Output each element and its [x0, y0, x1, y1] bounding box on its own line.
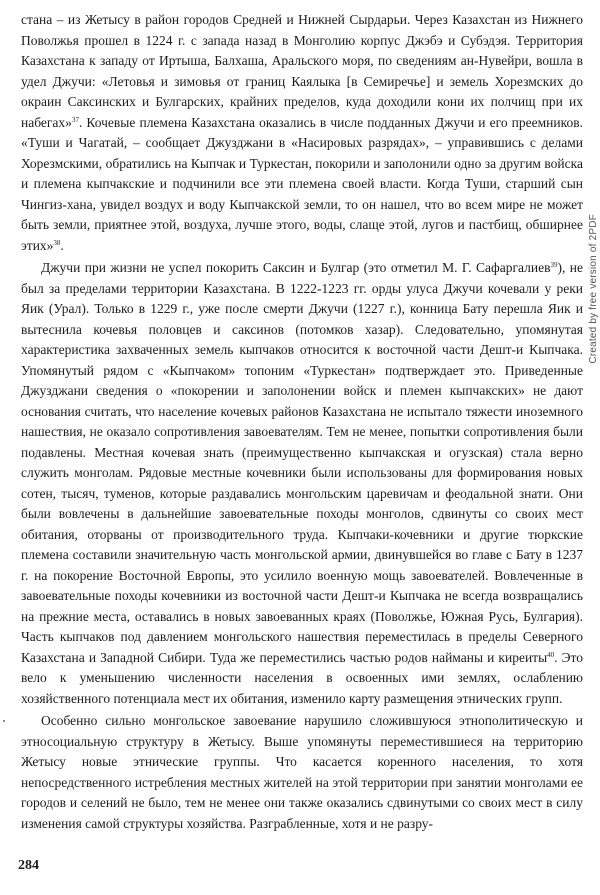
footnote-ref-40: 40	[547, 650, 555, 659]
paragraph-2-text-1: Джучи при жизни не успел покорить Саксин и Булгар (это отметил М. Г. Сафаргалиев	[41, 260, 551, 275]
paragraph-3	[21, 711, 583, 834]
paragraph-1-text-1: стана – из Жетысу в район городов Средней и Нижней Сырдарьи. Через Казахстан из Нижнего Поволжья прошел в 1224 г. с запада назад в Монголию корпус Джэбэ и Субэдэя. Территория Казахстана к западу от Иртыша, Балхаша, Аральского моря, по сведениям ан-Нувейри, вошла в удел Джучи: «Летовья и зимовья от границ Каялыка [в Семиречье] и земель Хорезмских до окраин Саксинских и Булгарских, крайних пределов, куда доходили кони их полчищ при их набегах»	[21, 12, 583, 130]
paragraph-2-text-2: ), не был за пределами территории Казахстана. В 1222-1223 гг. орды улуса Джучи кочевали у реки Яик (Урал). Только в 1229 г., уже после смерти Джучи (1227 г.), конница Бату перешла Яик и вытеснила кочевья половцев и саксинов (потомков хазар). Следовательно, упомянутая характеристика захваченных земель кыпчаков относится к восточной части Дешт-и Кыпчака. Упомянутый рядом с «Кыпчаком» топоним «Туркестан» подтверждает это. Приведенные Джузджани сведения о «покорении и заполонении войск и племен кыпчакских» не дают основания считать, что население кочевых районов Казахстана не испытало тяжести иноземного нашествия, не оказало сопротивления завоевателям. Тем не менее, попытки сопротивления были подавлены. Местная кочевая знать (преимущественно кыпчакская и огузская) стала верно служить монголам. Рядовые местные кочевники были использованы для формирования новых сотен, тысяч, туменов, которые раздавались монгольским царевичам и феодальной знати. Они были вовлечены в дальнейшие завоевательные походы монголов, сдвинуты со своих мест обитания, оторваны от производительного труда. Кыпчаки-кочевники и другие тюркские племена составили значительную часть монгольской армии, двинувшейся во главе с Бату в 1237 г. на покорение Восточной Европы, это усилило военную мощь завоевателей. Вовлеченные в завоевательные походы кочевники из восточной части Дешт-и Кыпчака не всегда возвращались на прежние места, оставались в новых завоеванных краях (Поволжье, Южная Русь, Булгария). Часть кыпчаков под давлением монгольского нашествия переместилась в пределы Северного Казахстана и Западной Сибири. Туда же переместились частью родов найманы и киреиты	[21, 260, 583, 665]
footnote-ref-39: 39	[550, 261, 558, 269]
paragraph-1	[21, 10, 583, 256]
margin-speck	[3, 720, 5, 722]
paragraph-3-text-1: Особенно сильно монгольское завоевание нарушило сложившуюся этнополитическую и этносоциальную структуру в Жетысу. Выше упомянуты переместившиеся на территорию Жетысу новые этнические группы. Что касается коренного населения, то хотя непосредственного истребления местных жителей на этой территории при занятии монголами ее городов и селений не было, тем не менее они также оказались сдвинутыми со своих мест в силу изменения самой структуры хозяйства. Разграбленные, хотя и не разру-	[21, 713, 583, 831]
paragraph-1-text-2: . Кочевые племена Казахстана оказались в числе подданных Джучи и его преемников. «Туши и Чагатай, – сообщает Джузджани в «Насировых разрядах», – управившись с делами Хорезмскими, обратились на Кыпчак и Туркестан, покорили и заполонили одно за другим войска и племена кыпчакские и подчинили все эти племена своей власти. Когда Туши, старший сын Чингиз-хана, увидел воздух и воду Кыпчакской земли, то он нашел, что во всем мире не может быть земли, приятнее этой, воздуха, лучше этого, воды, слаще этой, лугов и пастбищ, обширнее этих»	[21, 114, 583, 253]
paragraph-2-text-3: . Это вело к уменьшению численности населения в освоенных ими землях, ослаблению хозяйственного потенциала мест их обитания, изменило карту размещения этнических групп.	[21, 649, 584, 706]
page-number: 284	[18, 858, 39, 873]
paragraph-1-text-3: .	[60, 237, 64, 253]
page-body	[21, 10, 583, 836]
footnote-ref-38: 38	[53, 238, 61, 247]
pdf-watermark: Created by free version of 2PDF	[588, 214, 599, 364]
footnote-ref-37: 37	[71, 115, 79, 124]
paragraph-2	[21, 258, 583, 709]
